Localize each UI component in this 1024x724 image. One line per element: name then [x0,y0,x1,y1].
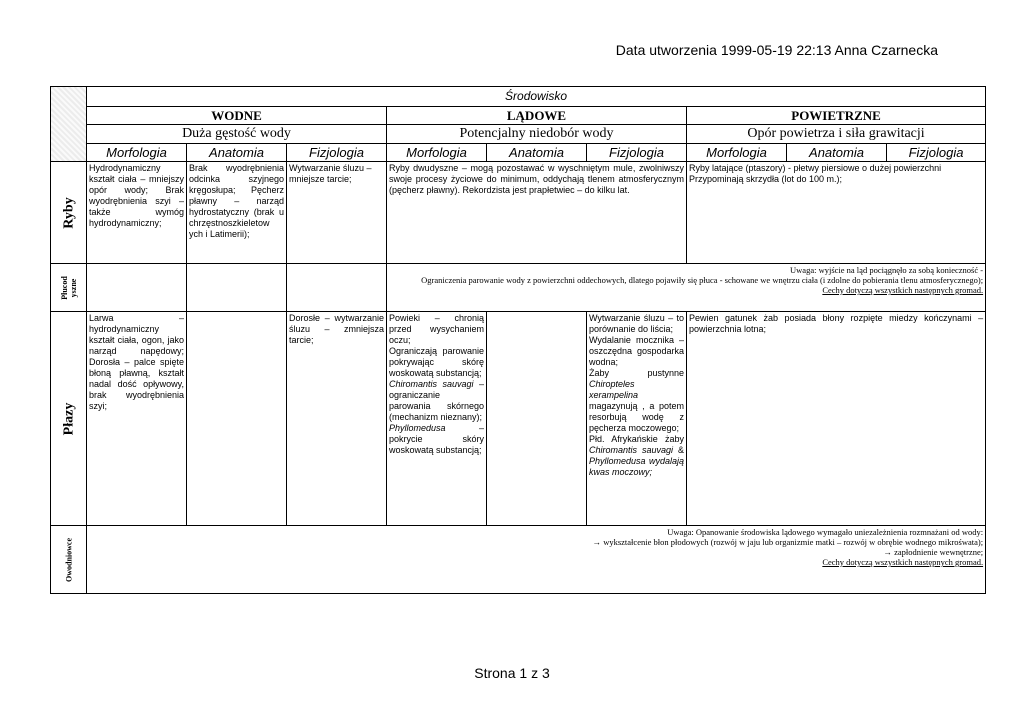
pluco-empty-2 [187,264,287,312]
condition-wodne: Duża gęstość wody [87,125,387,144]
sub-morfologia-powietrzne: Morfologia [687,144,787,162]
owodniowce-note [87,526,986,594]
sub-fizjologia-wodne: Fizjologia [287,144,387,162]
group-powietrzne: POWIETRZNE [687,107,986,125]
owodniowce-note-line-2: → wykształcenie błon płodowych (rozwój w jaju lub organizmie matki – rozwój w obrębie wodnego mikrośwata); [592,537,984,547]
page-footer: Strona 1 z 3 [474,665,550,681]
plazy-wodne-fizjologia: Dorosłe – wytwarzanie śluzu – zmniejsza tarcie; [287,312,387,526]
row-label-owodniowce: Owodniowce [51,526,87,594]
plazy-wodne-morfologia: Larwa – hydrodynamiczny kształt ciała, ogon, jako narząd napędowy; Dorosła – palce spięte błoną pławną, kształt nadal dość opływowy, brak wyodrębnienia szyi; [87,312,187,526]
corner-cell [51,87,87,162]
plazy-wodne-anatomia [187,312,287,526]
document-header: Data utworzenia 1999-05-19 22:13 Anna Czarnecka [615,42,938,58]
sub-morfologia-wodne: Morfologia [87,144,187,162]
plazy-ladowe-fizjologia: Wytwarzanie śluzu – to porównanie do liścia; Wydalanie mocznika – oszczędna gospodarka wodna; Żaby pustynne Chiropteles xerampelina magazynują , a potem resorbują wodę z pęcherza moczowego; Płd. Afrykańskie żaby Chiromantis sauvagi & Phyllomedusa wydalają kwas moczowy; [587,312,687,526]
sub-anatomia-wodne: Anatomia [187,144,287,162]
sub-anatomia-ladowe: Anatomia [487,144,587,162]
row-label-ryby: Ryby [51,162,87,264]
sub-fizjologia-ladowe: Fizjologia [587,144,687,162]
condition-ladowe: Potencjalny niedobór wody [387,125,687,144]
pluco-empty-1 [87,264,187,312]
row-label-plucodyszne: Płucod yszne [51,264,87,312]
owodniowce-note-line-3: → zapłodnienie wewnętrzne; [883,547,984,557]
pluco-note-line-1: Uwaga: wyjście na ląd pociągnęło za sobą konieczność - [790,265,984,275]
ryby-ladowe: Ryby dwudyszne – mogą pozostawać w wyschniętym mule, zwolniwszy swoje procesy życiowe do minimum, oddychają tlenem atmosferycznym (pęcherz pławny). Rekordzista jest prapłetwiec – do kilku lat. [387,162,687,264]
group-wodne: WODNE [87,107,387,125]
sub-morfologia-ladowe: Morfologia [387,144,487,162]
plazy-powietrzne: Pewien gatunek żab posiada błony rozpięte miedzy kończynami – powierzchnia lotna; [687,312,986,526]
condition-powietrzne: Opór powietrza i siła grawitacji [687,125,986,144]
group-ladowe: LĄDOWE [387,107,687,125]
ryby-wodne-morfologia: Hydrodynamiczny kształt ciała – mniejszy opór wody; Brak wyodrębnienia szyi – także wymóg hydrodynamiczny; [87,162,187,264]
plazy-ladowe-morfologia: Powieki – chronią przed wysychaniem oczu; Ograniczają parowanie pokrywając skórę woskowatą substancją; Chiromantis sauvagi – ograniczanie parowania skórnego (mechanizm nieznany); Phyllomedusa – pokrycie skóry woskowatą substancją; [387,312,487,526]
sub-fizjologia-powietrzne: Fizjologia [887,144,986,162]
pluco-note-line-2: Ograniczenia parowanie wody z powierzchni oddechowych, dlatego pojawiły się płuca - schowane we wnętrzu ciała (i zdolne do pobierania tlenu atmosferycznego); [421,275,984,285]
pluco-empty-3 [287,264,387,312]
ryby-powietrzne: Ryby latające (ptaszory) - płetwy piersiowe o dużej powierzchni Przypominają skrzydła (lot do 100 m.); [687,162,986,264]
row-label-plazy: Płazy [51,312,87,526]
ryby-wodne-fizjologia: Wytwarzanie śluzu – mniejsze tarcie; [287,162,387,264]
owodniowce-note-line-1: Uwaga: Opanowanie środowiska lądowego wymagało uniezależnienia rozmnażani od wody: [667,527,984,537]
owodniowce-note-line-4: Cechy dotyczą wszystkich następnych gromad. [822,557,984,567]
environment-table [50,86,986,594]
plazy-ladowe-anatomia [487,312,587,526]
pluco-note-line-3: Cechy dotyczą wszystkich następnych gromad. [822,285,984,295]
ryby-wodne-anatomia: Brak wyodrębnienia odcinka szyjnego kręgosłupa; Pęcherz pławny – narząd hydrostatyczny (brak u chrzęstnoszkieletow ych i Latimerii); [187,162,287,264]
pluco-note [387,264,986,312]
sub-anatomia-powietrzne: Anatomia [787,144,887,162]
environment-heading: Środowisko [87,87,986,107]
